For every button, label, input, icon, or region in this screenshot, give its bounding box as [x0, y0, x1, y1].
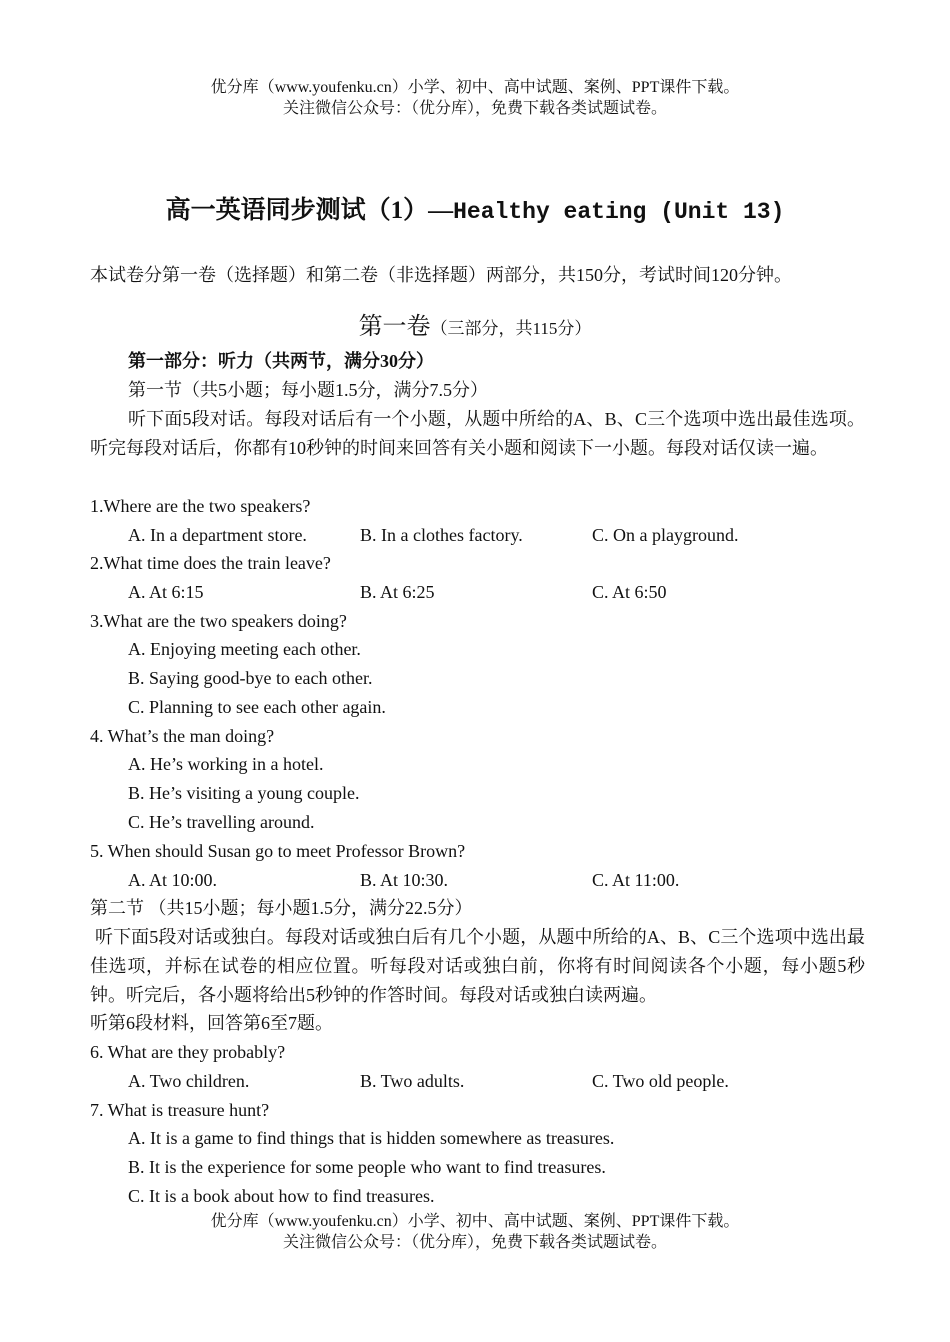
- volume-heading: [0, 306, 950, 341]
- exam-intro: 本试卷分第一卷（选择题）和第二卷（非选择题）两部分，共150分，考试时间120分钟。: [90, 265, 792, 285]
- question-1-option-a[interactable]: A. In a department store.: [128, 525, 307, 545]
- question-6-option-c[interactable]: C. Two old people.: [592, 1071, 729, 1091]
- footer-line-1: 优分库（www.youfenku.cn）小学、初中、高中试题、案例、PPT课件下载。: [210, 1213, 740, 1230]
- question-6-option-b[interactable]: B. Two adults.: [360, 1071, 465, 1091]
- question-6-option-a[interactable]: A. Two children.: [128, 1071, 250, 1091]
- question-3-option-b[interactable]: B. Saying good-bye to each other.: [128, 668, 373, 688]
- question-7-stem: 7. What is treasure hunt?: [90, 1100, 270, 1120]
- header-line-1: 优分库（www.youfenku.cn）小学、初中、高中试题、案例、PPT课件下载。: [210, 79, 740, 96]
- question-5-option-c[interactable]: C. At 11:00.: [592, 870, 680, 890]
- question-2-option-b[interactable]: B. At 6:25: [360, 582, 435, 602]
- question-3-option-a[interactable]: A. Enjoying meeting each other.: [128, 639, 361, 659]
- question-7-option-a[interactable]: A. It is a game to find things that is hidden somewhere as treasures.: [128, 1128, 615, 1148]
- section2-heading: 第二节 （共15小题；每小题1.5分，满分22.5分）: [90, 898, 473, 918]
- footer-line-2: 关注微信公众号：（优分库），免费下载各类试题试卷。: [282, 1234, 667, 1251]
- question-7-option-b[interactable]: B. It is the experience for some people who want to find treasures.: [128, 1157, 606, 1177]
- question-7-option-c[interactable]: C. It is a book about how to find treasures.: [128, 1186, 435, 1206]
- question-5-stem: 5. When should Susan go to meet Professor Brown?: [90, 841, 466, 861]
- section1-heading: 第一节（共5小题；每小题1.5分，满分7.5分）: [128, 380, 488, 400]
- header-line-2: 关注微信公众号：（优分库），免费下载各类试题试卷。: [282, 100, 667, 117]
- section2-instructions: 听下面5段对话或独白。每段对话或独白后有几个小题，从题中所给的A、B、C三个选项中选出最佳选项，并标在试卷的相应位置。听每段对话或独白前，你将有时间阅读各个小题，每小题5秒钟。听完后，各小题将给出5秒钟的作答时间。每段对话或独白读两遍。: [90, 927, 865, 1005]
- page-title: [0, 190, 950, 226]
- question-4-option-c[interactable]: C. He’s travelling around.: [128, 812, 315, 832]
- material-6-note: 听第6段材料，回答第6至7题。: [90, 1013, 333, 1033]
- question-4-stem: 4. What’s the man doing?: [90, 726, 275, 746]
- question-4-option-b[interactable]: B. He’s visiting a young couple.: [128, 783, 360, 803]
- question-1-stem: 1.Where are the two speakers?: [90, 496, 311, 516]
- volume-note: （三部分，共115分）: [430, 319, 592, 338]
- section1-instructions: 听下面5段对话。每段对话后有一个小题，从题中所给的A、B、C三个选项中选出最佳选项。听完每段对话后，你都有10秒钟的时间来回答有关小题和阅读下一小题。每段对话仅读一遍。: [90, 409, 865, 458]
- question-3-stem: 3.What are the two speakers doing?: [90, 611, 347, 631]
- question-3-option-c[interactable]: C. Planning to see each other again.: [128, 697, 386, 717]
- question-1-option-b[interactable]: B. In a clothes factory.: [360, 525, 523, 545]
- question-2-option-a[interactable]: A. At 6:15: [128, 582, 204, 602]
- question-5-option-b[interactable]: B. At 10:30.: [360, 870, 449, 890]
- question-5-option-a[interactable]: A. At 10:00.: [128, 870, 218, 890]
- question-1-option-c[interactable]: C. On a playground.: [592, 525, 739, 545]
- volume-main: 第一卷: [358, 314, 431, 340]
- question-2-option-c[interactable]: C. At 6:50: [592, 582, 667, 602]
- part1-heading: 第一部分：听力（共两节，满分30分）: [128, 351, 434, 371]
- title-latin: Healthy eating (Unit 13): [453, 199, 785, 225]
- question-4-option-a[interactable]: A. He’s working in a hotel.: [128, 754, 324, 774]
- title-cn: 高一英语同步测试（1）—: [165, 197, 454, 224]
- question-6-stem: 6. What are they probably?: [90, 1042, 286, 1062]
- question-2-stem: 2.What time does the train leave?: [90, 553, 331, 573]
